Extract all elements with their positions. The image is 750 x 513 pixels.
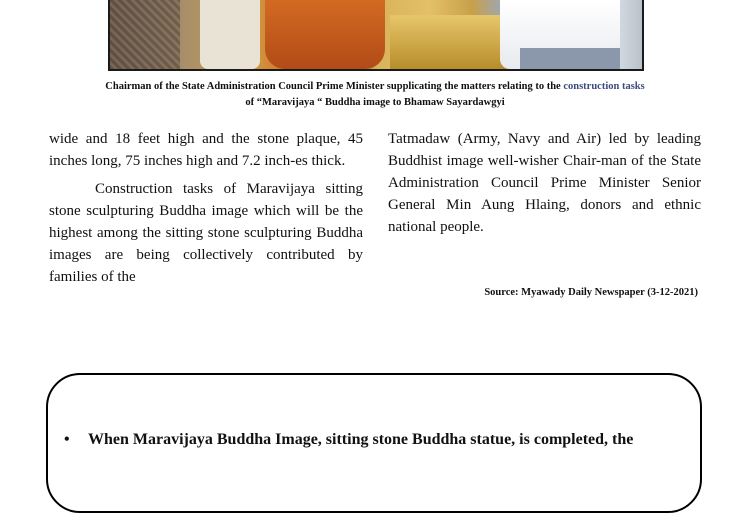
photo-monk-robe <box>265 0 385 69</box>
bullet-icon: • <box>64 431 70 448</box>
photo-carpet-area <box>110 0 180 69</box>
photo-caption <box>40 79 710 111</box>
news-photo <box>108 0 644 71</box>
highlight-list <box>64 430 686 450</box>
highlight-box <box>46 373 702 513</box>
source-credit: Source: Myawady Daily Newspaper (3-12-2021) <box>484 287 698 298</box>
caption-highlight: construction tasks <box>563 81 645 92</box>
right-paragraph-1: Tatmadaw (Army, Navy and Air) led by leading Buddhist image well-wisher Chair-man of the State Administration Council Prime Minister Senior General Min Aung Hlaing, donors and ethnic national people. <box>388 131 701 235</box>
list-item-text: When Maravijaya Buddha Image, sitting stone Buddha statue, is completed, the <box>88 431 634 448</box>
list-item <box>64 430 686 450</box>
right-column <box>388 128 701 238</box>
caption-line2: of “Maravijaya “ Buddha image to Bhamaw Sayardawgyi <box>245 97 505 108</box>
photo-trousers <box>520 48 620 69</box>
photo-golden-throne <box>390 15 510 69</box>
photo-person-white <box>200 0 260 69</box>
caption-line1: Chairman of the State Administration Council Prime Minister supplicating the matters relating to the <box>105 81 561 92</box>
left-paragraph-2: Construction tasks of Maravijaya sitting stone sculpturing Buddha image which will be the highest among the sitting stone sculpturing Buddha images are being collectively contributed by families of the <box>49 181 363 285</box>
left-column <box>49 128 363 288</box>
left-paragraph-1: wide and 18 feet high and the stone plaque, 45 inches long, 75 inches high and 7.2 inch-es thick. <box>49 131 363 169</box>
